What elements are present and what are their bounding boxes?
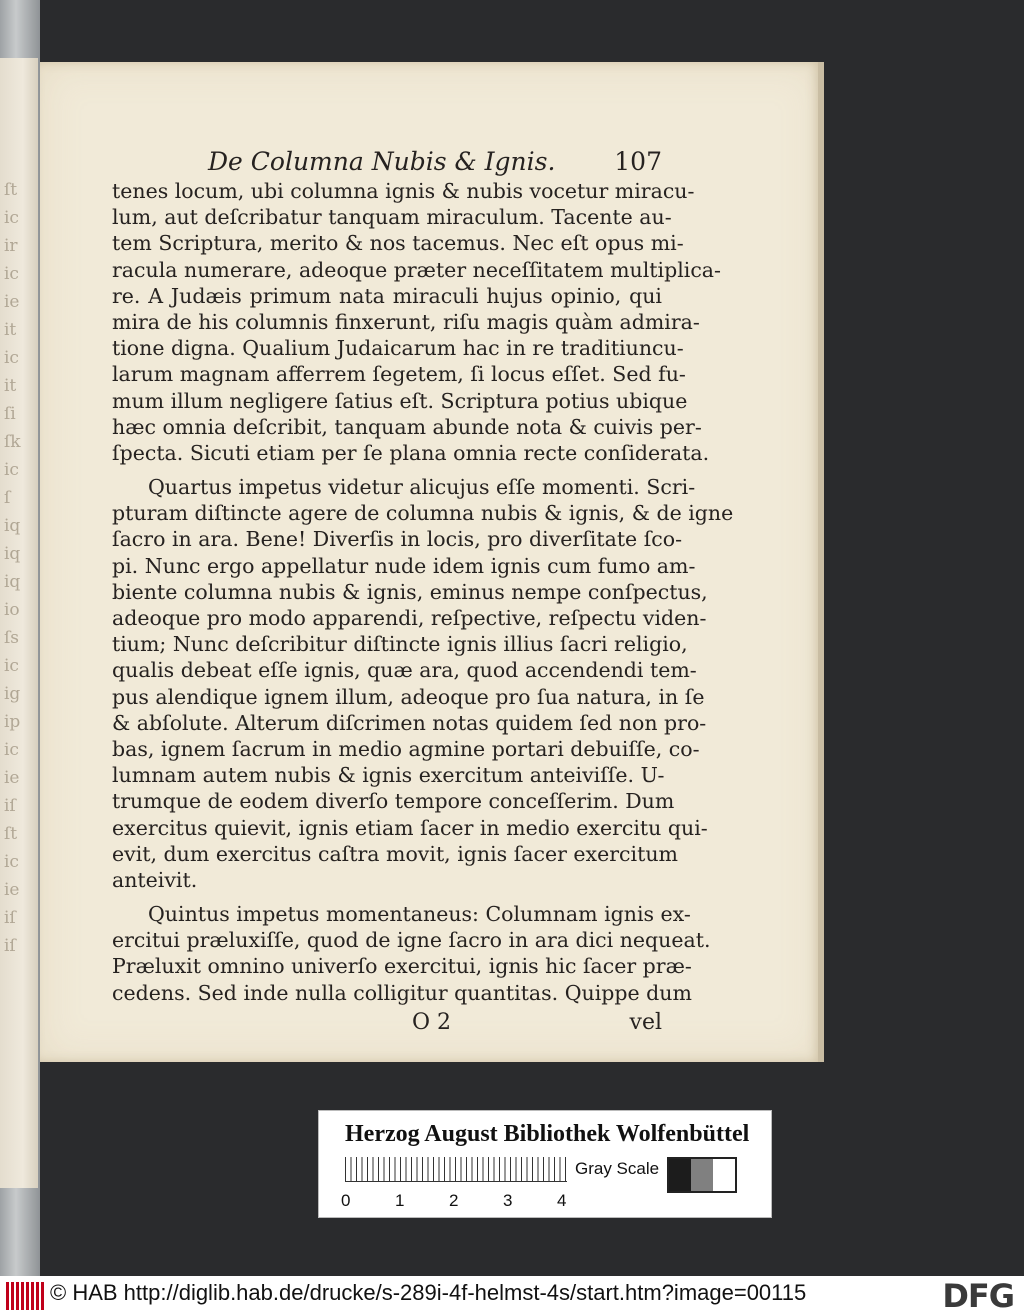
scale-ruler: [345, 1157, 567, 1182]
text-line: ſpecta. Sicuti etiam per ſe plana omnia recte conſiderata.: [112, 440, 710, 465]
prev-page-fragment: iſ: [4, 908, 16, 928]
prev-page-fragment: ic: [4, 208, 19, 228]
text-line: larum magnam afferrem ſegetem, ſi locus eſſet. Sed fu-: [112, 362, 686, 387]
text-line: pi. Nunc ergo appellatur nude idem ignis cum fumo am-: [112, 553, 696, 578]
page-footer: [112, 1008, 662, 1038]
text-line: cedens. Sed inde nulla colligitur quantitas. Quippe dum: [112, 980, 692, 1005]
prev-page-fragment: ie: [4, 292, 20, 312]
prev-page-fragment: ie: [4, 768, 20, 788]
prev-page-fragment: iq: [4, 516, 21, 536]
prev-page-fragment: ig: [4, 684, 21, 704]
text-line: mira de his columnis finxerunt, riſu magis quàm admira-: [112, 309, 700, 334]
text-line: hæc omnia deſcribit, tanquam abunde nota & cuivis per-: [112, 414, 702, 439]
prev-page-fragment: iq: [4, 544, 21, 564]
text-line: lumnam autem nubis & ignis exercitum anteiviſſe. U-: [112, 763, 665, 788]
text-line: pturam diſtincte agere de columna nubis & ignis, & de igne: [112, 501, 734, 526]
prev-page-fragment: ſk: [4, 432, 21, 452]
prev-page-fragment: iſ: [4, 796, 16, 816]
previous-page-edge: [0, 58, 38, 1188]
text-line: Quintus impetus momentaneus: Columnam ignis ex-: [148, 902, 691, 927]
bottom-bar: [0, 1276, 1024, 1316]
text-line: evit, dum exercitus caſtra movit, ignis ſacer exercitum: [112, 841, 678, 866]
prev-page-fragment: ſs: [4, 628, 20, 648]
gray-scale-label: Gray Scale: [575, 1159, 660, 1178]
prev-page-fragment: iq: [4, 572, 21, 592]
scale-number: 4: [557, 1191, 567, 1210]
prev-page-fragment: ic: [4, 348, 19, 368]
prev-page-fragment: it: [4, 320, 17, 340]
prev-page-fragment: ir: [4, 236, 18, 256]
text-line: mum illum negligere ſatius eſt. Scriptura potius ubique: [112, 388, 688, 413]
scale-number: 2: [449, 1191, 459, 1210]
text-line: lum, aut deſcribatur tanquam miraculum. Tacente au-: [112, 205, 672, 230]
prev-page-fragment: ic: [4, 852, 19, 872]
barcode-icon: [6, 1282, 44, 1310]
gray-swatch: [669, 1159, 691, 1191]
library-name: Herzog August Bibliothek Wolfenbüttel: [345, 1121, 750, 1147]
signature-mark: O 2: [412, 1009, 452, 1035]
prev-page-fragment: iſ: [4, 936, 16, 956]
text-line: bas, ignem ſacrum in medio agmine portari debuiſſe, co-: [112, 736, 700, 761]
prev-page-fragment: io: [4, 600, 20, 620]
running-head: [112, 146, 662, 178]
prev-page-fragment: it: [4, 376, 17, 396]
text-line: qualis debeat eſſe ignis, quæ ara, quod accendendi tem-: [112, 658, 697, 683]
text-line: tem Scriptura, merito & nos tacemus. Nec eſt opus mi-: [112, 231, 684, 256]
page-text: [112, 146, 734, 1038]
page-number: 107: [614, 147, 662, 176]
text-line: anteivit.: [112, 867, 198, 892]
scale-number: 3: [503, 1191, 513, 1210]
scale-number: 0: [341, 1191, 351, 1210]
text-line: tenes locum, ubi columna ignis & nubis vocetur miracu-: [112, 179, 695, 203]
dfg-logo: DFG: [942, 1277, 1014, 1315]
paragraph-gap: [112, 466, 662, 474]
prev-page-fragment: ſi: [4, 404, 16, 424]
text-line: Præluxit omnino univerſo exercitui, ignis hic ſacer præ-: [112, 954, 692, 979]
prev-page-fragment: ſ: [4, 488, 11, 508]
text-line: trumque de eodem diverſo tempore conceſſerim. Dum: [112, 789, 675, 814]
text-line: exercitus quievit, ignis etiam ſacer in medio exercitu qui-: [112, 815, 708, 840]
text-line: ſacro in ara. Bene! Diverſis in locis, pro diverſitate ſco-: [112, 527, 683, 552]
text-line: racula numerare, adeoque præter neceſſitatem multiplica-: [112, 257, 721, 282]
prev-page-fragment: ic: [4, 264, 19, 284]
prev-page-fragment: ſt: [4, 180, 18, 200]
prev-page-fragment: ic: [4, 656, 19, 676]
prev-page-fragment: ic: [4, 740, 19, 760]
catchword: vel: [629, 1009, 662, 1035]
text-line: Quartus impetus videtur alicujus eſſe momenti. Scri-: [148, 475, 696, 500]
gray-scale-swatch: [667, 1157, 737, 1193]
prev-page-fragment: ic: [4, 460, 19, 480]
gray-swatch: [713, 1159, 735, 1191]
paragraph-gap: [112, 893, 662, 901]
text-line: pus alendique ignem illum, adeoque pro ſua natura, in ſe: [112, 684, 705, 709]
gray-swatch: [691, 1159, 713, 1191]
prev-page-fragment: ſt: [4, 824, 18, 844]
copyright-link[interactable]: © HAB http://diglib.hab.de/drucke/s-289i-4f-helmst-4s/start.htm?image=00115: [50, 1280, 807, 1305]
calibration-card: [318, 1110, 772, 1218]
text-line: & abſolute. Alterum diſcrimen notas quidem ſed non pro-: [112, 710, 707, 735]
text-line: tium; Nunc deſcribitur diſtincte ignis illius ſacri religio,: [112, 632, 688, 657]
text-line: ercitui præluxiſſe, quod de igne ſacro in ara dici nequeat.: [112, 928, 711, 953]
text-line: adeoque pro modo apparendi, reſpective, reſpectu viden-: [112, 606, 707, 630]
running-head-title: De Columna Nubis & Ignis.: [208, 147, 556, 176]
prev-page-fragment: ip: [4, 712, 21, 732]
scale-number: 1: [395, 1191, 405, 1210]
prev-page-fragment: ie: [4, 880, 20, 900]
text-line: tione digna. Qualium Judaicarum hac in re traditiuncu-: [112, 336, 684, 361]
text-line: biente columna nubis & ignis, eminus nempe conſpectus,: [112, 579, 708, 604]
text-line: re. A Judæis primum nata miraculi hujus opinio, qui: [112, 283, 662, 308]
body-text: [112, 178, 734, 1006]
page-edge-shadow: [818, 62, 824, 1062]
